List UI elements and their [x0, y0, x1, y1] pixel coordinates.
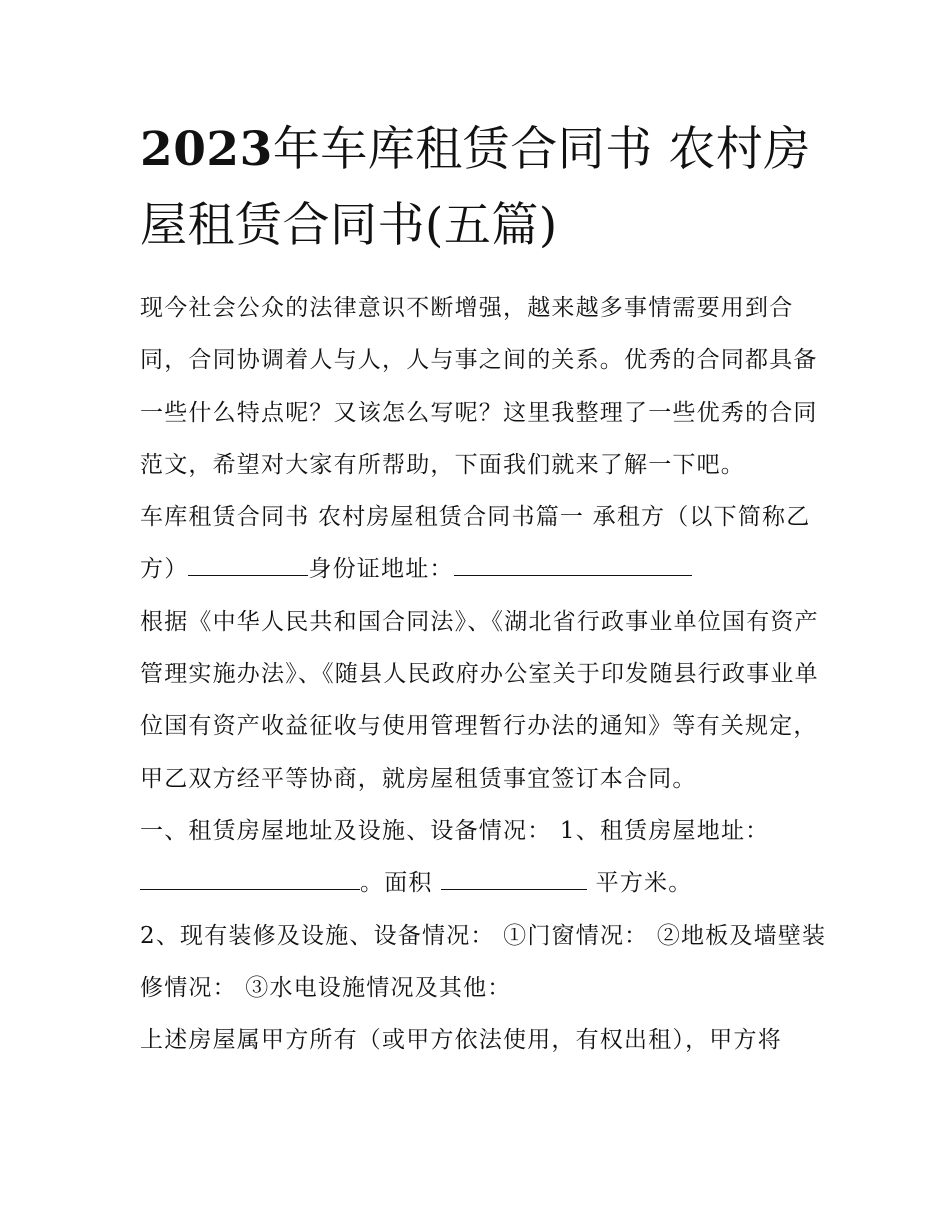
id-address-label: 身份证地址：	[308, 556, 454, 583]
title-text: 年车库租赁合同书 农村房屋租赁合同书(五篇)	[140, 122, 811, 253]
area-unit: 平方米。	[595, 870, 693, 897]
ownership-paragraph: 上述房屋属甲方所有（或甲方依法使用，有权出租），甲方将	[140, 1027, 782, 1054]
section-one-paragraph: 一、租赁房屋地址及设施、设备情况： 1、租赁房屋地址：	[140, 817, 770, 844]
document-title	[140, 112, 830, 264]
facilities-paragraph: 2、现有装修及设施、设备情况： ①门窗情况： ②地板及墙壁装修情况： ③水电设施情况及其他：	[140, 922, 827, 1001]
id-address-blank	[454, 557, 692, 576]
title-year: 2023	[140, 122, 273, 177]
address-blank	[140, 871, 360, 890]
basis-paragraph: 根据《中华人民共和国合同法》、《湖北省行政事业单位国有资产管理实施办法》、《随县人民政府办公室关于印发随县行政事业单位国有资产收益征收与使用管理暂行办法的通知》等有关规定，甲乙双方经平等协商，就房屋租赁事宜签订本合同。	[140, 608, 819, 792]
area-paragraph	[140, 857, 830, 909]
area-blank	[441, 871, 587, 890]
lessee-blank	[188, 557, 308, 576]
lessee-text: 车库租赁合同书 农村房屋租赁合同书篇一 承租方（以下简称乙方）	[140, 504, 811, 583]
document-page	[140, 112, 830, 1066]
intro-paragraph: 现今社会公众的法律意识不断增强，越来越多事情需要用到合同，合同协调着人与人，人与事之间的关系。优秀的合同都具备一些什么特点呢？又该怎么写呢？这里我整理了一些优秀的合同范文，希望对大家有所帮助，下面我们就来了解一下吧。	[140, 295, 818, 478]
lessee-paragraph	[140, 491, 830, 596]
area-label: 。面积	[360, 870, 433, 897]
document-body	[140, 282, 830, 1066]
